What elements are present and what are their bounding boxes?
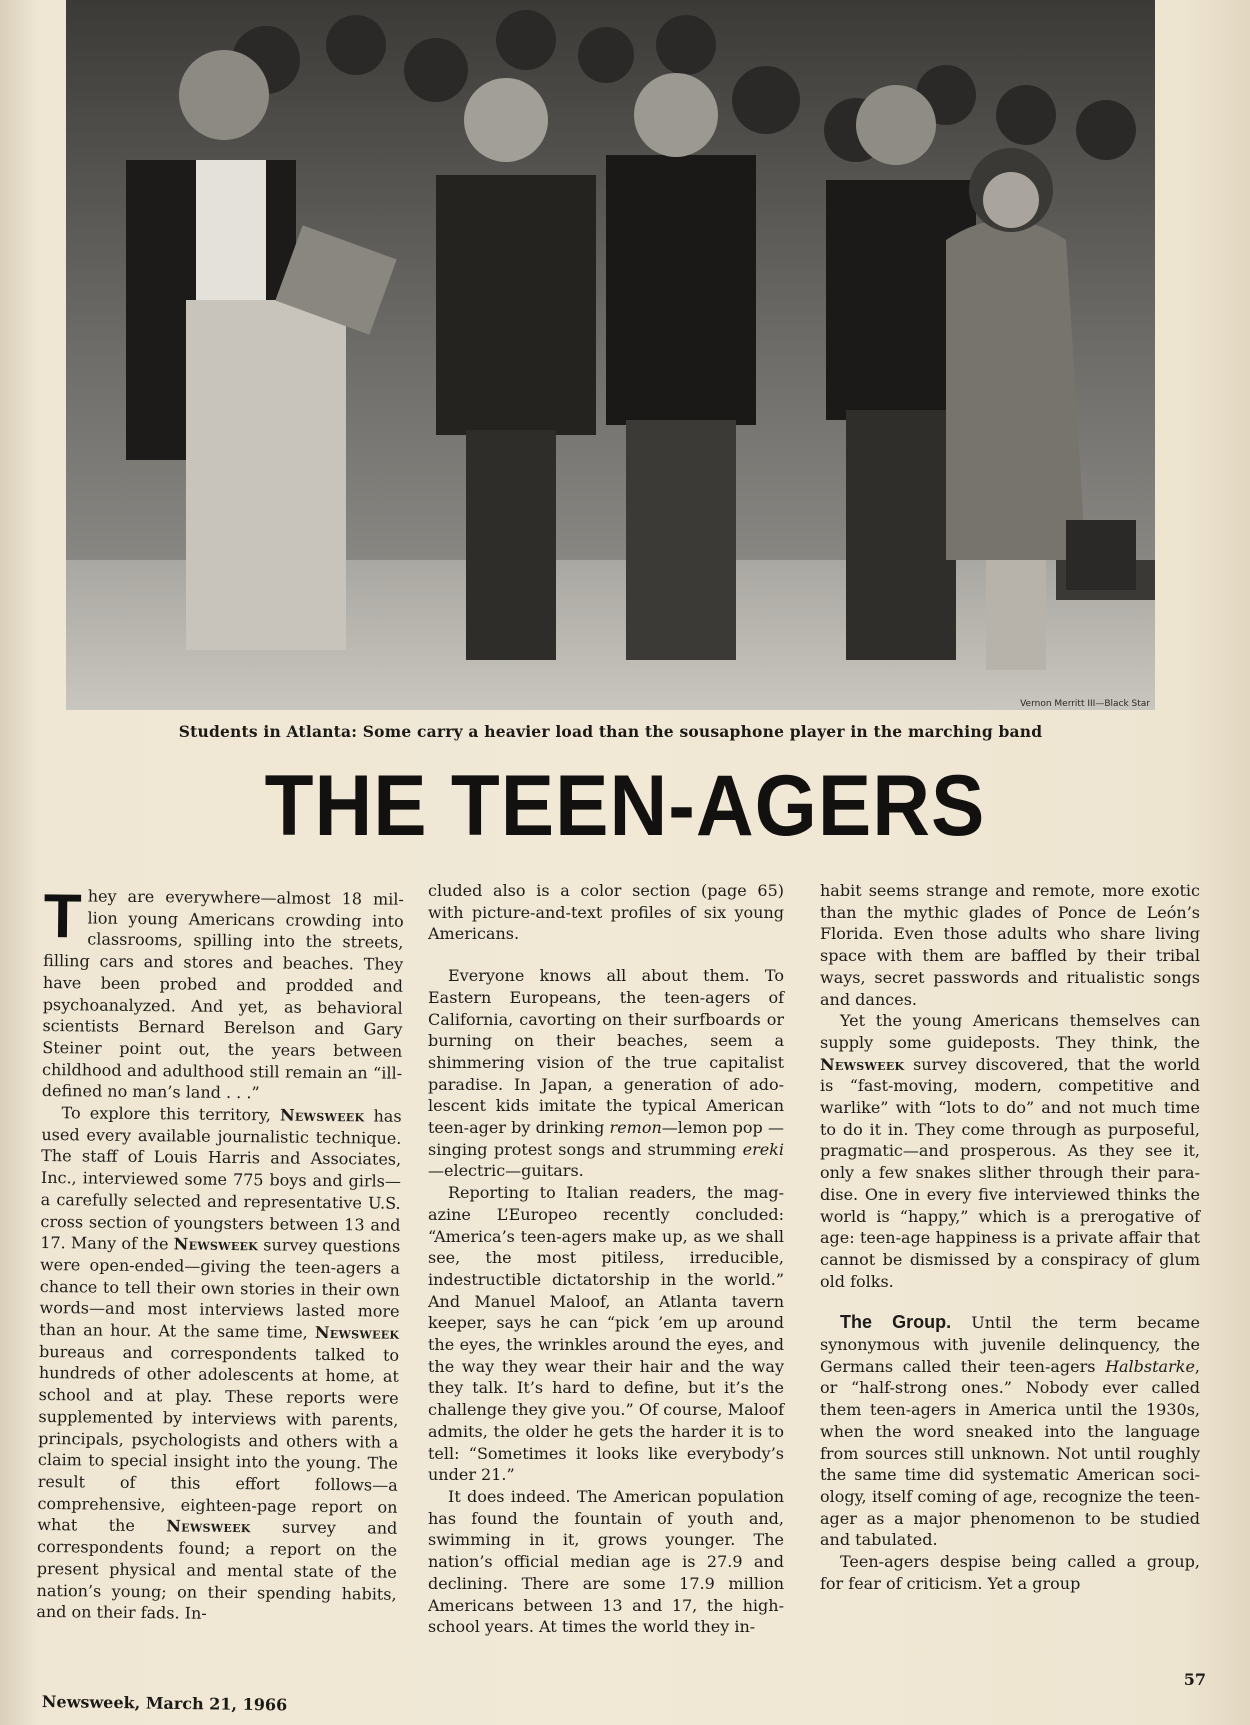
article-headline: THE TEEN-AGERS [264, 757, 986, 854]
text-run: Yet the young Americans themselves can supply some guideposts. They think, the [820, 1011, 1200, 1052]
article-column-2 [428, 880, 784, 1638]
publication-name: Newsweek [820, 1054, 905, 1074]
paragraph [820, 1312, 1200, 1551]
italic-word: ereki [742, 1139, 784, 1159]
text-run: —lemon pop —singing protest songs and strumming [428, 1118, 785, 1159]
italic-word: remon [609, 1118, 662, 1138]
paragraph [820, 1010, 1200, 1292]
text-run: To explore this territory, [61, 1103, 281, 1125]
text-run: Everyone knows all about them. To Eastern Europeans, the teen-agers of California, cavorting on their surfboards or burning on their beaches, seem a shimmering vision of the true capitalist paradise. In Japan, a generation of adolescent kids imitate the typical American teen-ager by drinking [428, 966, 784, 1138]
publication-name: Newsweek [279, 1105, 365, 1126]
publication-name: Newsweek [173, 1234, 259, 1255]
text-run: bureaus and correspondents talked to hundreds of other adolescents at home, at school and at play. These reports were supplemented by interviews with parents, principals, psychologists and others with a claim to special insight into the young. The result of this effort follows—a comprehensive, eighteen-page report on what the [37, 1341, 400, 1536]
publication-name: Newsweek [314, 1322, 400, 1343]
paragraph: Teen-agers despise being called a group, for fear of criticism. Yet a group [820, 1552, 1200, 1593]
photo-caption: Students in Atlanta: Some carry a heavier load than the sousaphone player in the marching band [178, 722, 1043, 741]
paragraph [36, 1102, 401, 1627]
paragraph: cluded also is a color section (page 65) with picture-and-text profiles of six young Americans. [428, 881, 784, 944]
page-number: 57 [1183, 1670, 1206, 1689]
text-run: survey questions were open-ended—giving the teen-agers a chance to tell their own stories in their own words—and most interviews lasted more than an hour. At the same time, [39, 1235, 401, 1342]
students-photo [66, 0, 1155, 710]
text-run: survey and correspondents found; a report on the present physical and mental state of the nation’s young; on their spending habits, and on their fads. In- [36, 1517, 398, 1623]
paragraph [428, 965, 784, 1182]
photo-credit: Vernon Merritt III—Black Star [1020, 699, 1150, 709]
text-run: , or “half-strong ones.” Nobody ever called them teen-agers in America until the 1930s, when the word sneaked into the language from sources still unknown. Not until roughly the same time did systematic American sociology, itself coming of age, recognize the teen-ager as a major phenomenon to be studied and tabulated. [820, 1356, 1200, 1550]
publication-name: Newsweek [166, 1516, 251, 1537]
drop-cap: T [43, 882, 82, 952]
paragraph: Reporting to Italian readers, the magazine L’Europeo recently concluded: “America’s teen-agers make up, as we shall see, the most pitiless, irreducible, indestructible dictatorship in the world.” And Manuel Maloof, an Atlanta tavern keeper, says he can “pick ’em up around the eyes, the wrinkles around the eyes, and the way they wear their hair and the way they talk. It’s hard to define, but it’s the challenge they give you.” Of course, Maloof admits, the older he gets the harder it is to tell: “Sometimes it looks like everybody’s under 21.” [428, 1183, 784, 1485]
issue-date-footer: Newsweek, March 21, 1966 [41, 1692, 288, 1715]
article-column-1 [36, 882, 404, 1627]
text-run: hey are everywhere—almost 18 million young Americans crowding into classrooms, spilling into the streets, filling cars and stores and beaches. They have been probed and prodded and psychoanalyzed. And yet, as behavioral scientists Bernard Berelson and Gary Steiner point out, the years between childhood and adulthood still remain an “ill-defined no man’s land . . .” [41, 886, 404, 1103]
text-run: —electric—guitars. [428, 1161, 584, 1181]
text-run: survey discovered, that the world is “fast-moving, modern, competitive and warlike” with “lots to do” and not much time to do it in. They come through as purposeful, pragmatic—and prosperous. As they see it, only a few snakes slither through their paradise. One in every five interviewed thinks the world is “happy,” which is a prerogative of age: teen-age happiness is a private affair that cannot be dismissed by a conspiracy of glum old folks. [820, 1054, 1200, 1291]
paragraph: habit seems strange and remote, more exotic than the mythic glades of Ponce de León’s Florida. Even those adults who share living space with them are baffled by their tribal ways, secret passwords and ritualistic songs and dances. [820, 881, 1200, 1009]
section-subhead: The Group. [840, 1312, 952, 1333]
paragraph [41, 882, 404, 1106]
text-run: has used every available journalistic technique. The staff of Louis Harris and Associates, Inc., interviewed some 775 boys and girls—a carefully selected and representative U.S. cross section of youngsters between 13 and 17. Many of the [40, 1106, 402, 1254]
text-run: Until the term became synonymous with juvenile delinquency, the Germans called their teen-agers [820, 1313, 1201, 1376]
students-crowd-image [66, 0, 1155, 710]
italic-word: Halbstarke [1105, 1356, 1195, 1376]
article-column-3 [820, 880, 1200, 1595]
paragraph: It does indeed. The American population has found the fountain of youth and, swimming in it, grows younger. The nation’s official median age is 27.9 and declining. There are some 17.9 million Americans between 13 and 17, the high-school years. At times the world they in- [428, 1486, 784, 1637]
